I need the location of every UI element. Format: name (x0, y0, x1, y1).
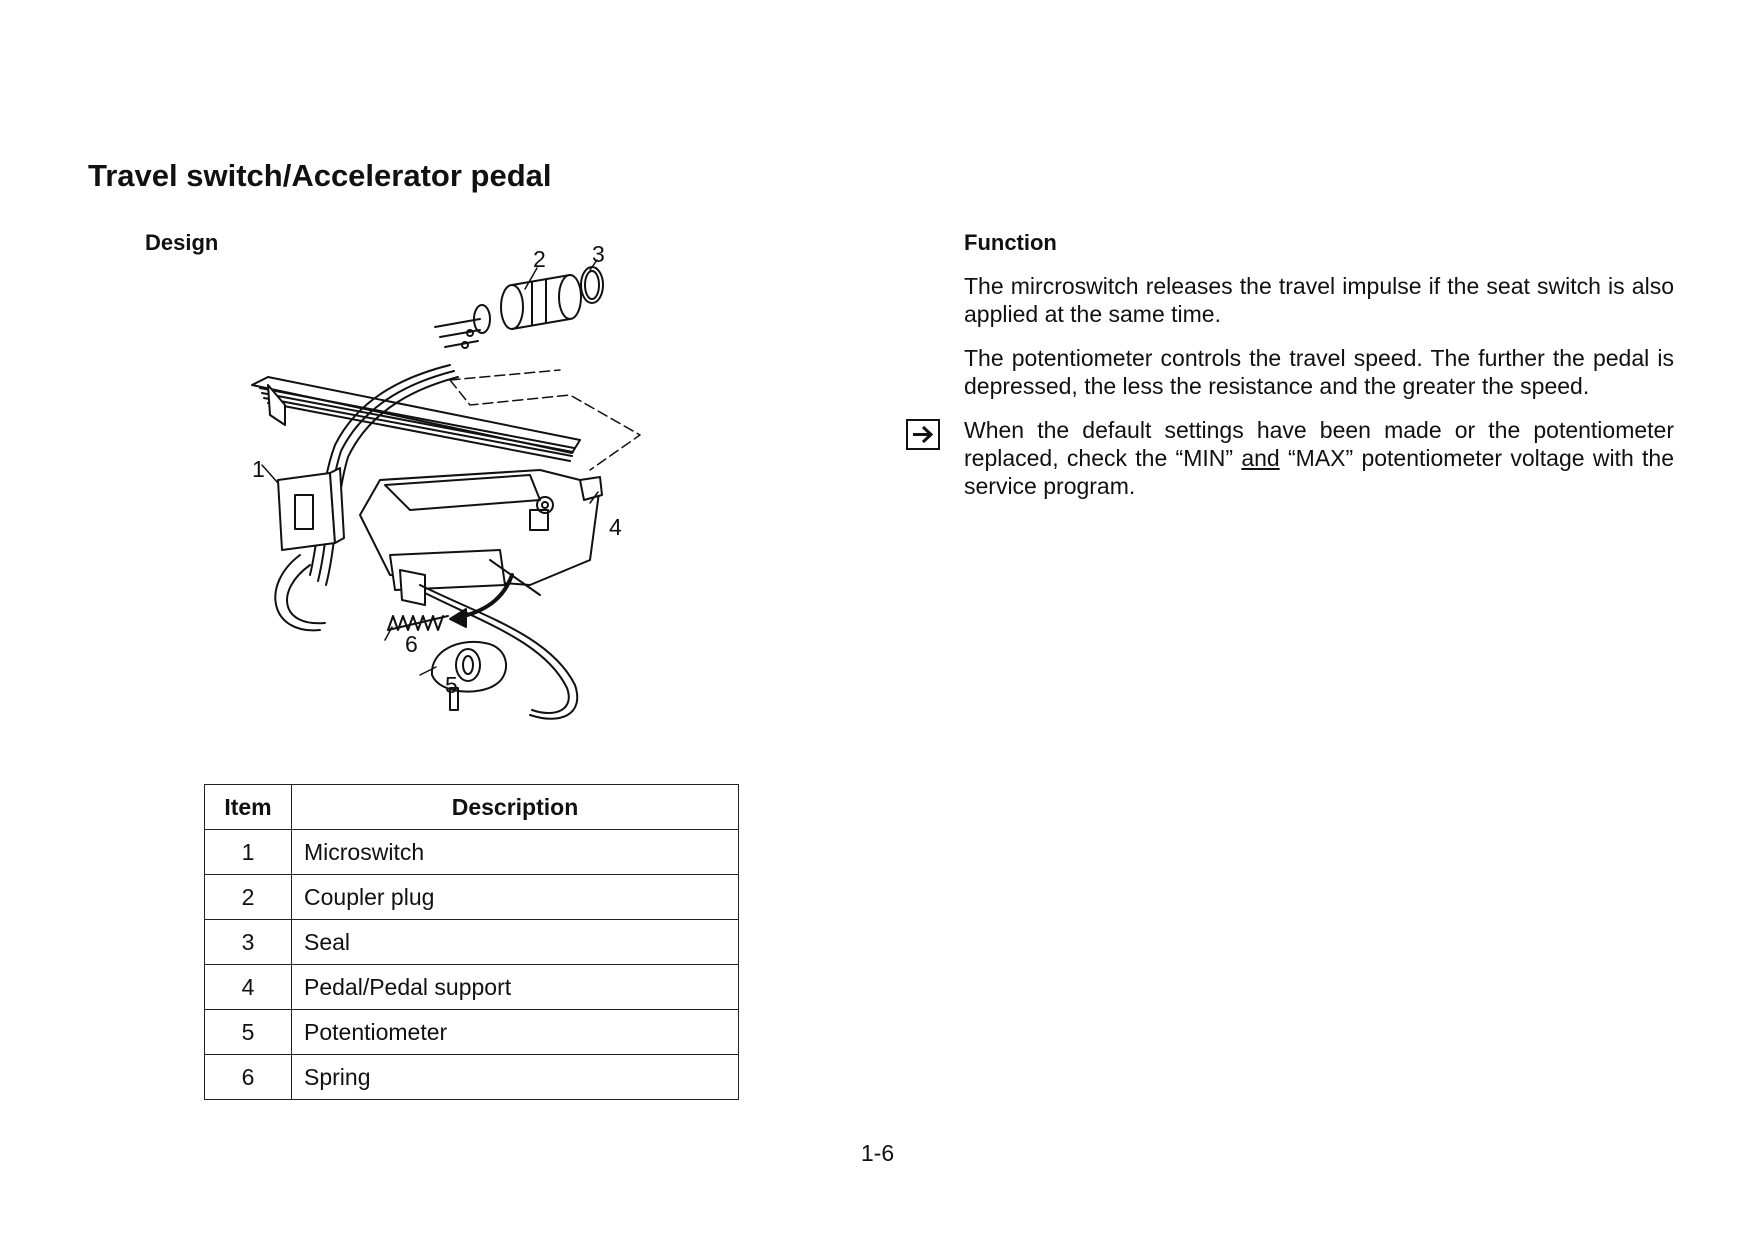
note-text-start: When the default settings have been made or the potentiometer replaced, check the “MIN” (964, 417, 1674, 471)
table-header-row (205, 785, 739, 830)
page-title: Travel switch/Accelerator pedal (88, 158, 552, 193)
item-description: Pedal/Pedal support (292, 965, 739, 1010)
potentiometer-part (432, 642, 506, 710)
arrow-right-icon (906, 419, 940, 450)
item-description: Coupler plug (292, 875, 739, 920)
note-text-underlined: and (1241, 445, 1280, 471)
spring-part (388, 616, 448, 630)
item-description: Microswitch (292, 830, 739, 875)
pedal-exploded-diagram (240, 241, 700, 735)
table-row (205, 830, 739, 875)
callout-3: 3 (592, 241, 605, 267)
header-item: Item (205, 785, 292, 830)
callout-6: 6 (405, 631, 418, 657)
item-description: Seal (292, 920, 739, 965)
table-row (205, 1055, 739, 1100)
item-number: 3 (205, 920, 292, 965)
table-row (205, 965, 739, 1010)
item-number: 6 (205, 1055, 292, 1100)
seal-part (581, 267, 603, 303)
item-number: 4 (205, 965, 292, 1010)
design-heading: Design (145, 230, 219, 255)
callout-5: 5 (445, 672, 458, 698)
item-description: Spring (292, 1055, 739, 1100)
table-row (205, 1010, 739, 1055)
callout-1: 1 (252, 456, 265, 482)
table-row (205, 875, 739, 920)
function-paragraph-microswitch: The mircroswitch releases the travel impulse if the seat switch is also applied at the same time. (964, 273, 1674, 327)
item-number: 1 (205, 830, 292, 875)
function-heading: Function (964, 230, 1057, 255)
coupler-plug-part (435, 275, 581, 348)
callout-2: 2 (533, 246, 546, 272)
table-row (205, 920, 739, 965)
item-number: 5 (205, 1010, 292, 1055)
pedal-plate (252, 377, 580, 461)
header-description: Description (292, 785, 739, 830)
item-description: Potentiometer (292, 1010, 739, 1055)
note-text-end: “MAX” potentiometer voltage with the service program. (964, 445, 1674, 499)
parts-table (204, 784, 739, 1100)
callout-4: 4 (609, 514, 622, 540)
function-paragraph-potentiometer: The potentiometer controls the travel speed. The further the pedal is depressed, the less the resistance and the greater the speed. (964, 345, 1674, 399)
pedal-support-body (360, 470, 602, 605)
note-paragraph (964, 416, 1674, 500)
item-number: 2 (205, 875, 292, 920)
page-number: 1-6 (860, 1140, 895, 1166)
microswitch-part (278, 468, 344, 550)
